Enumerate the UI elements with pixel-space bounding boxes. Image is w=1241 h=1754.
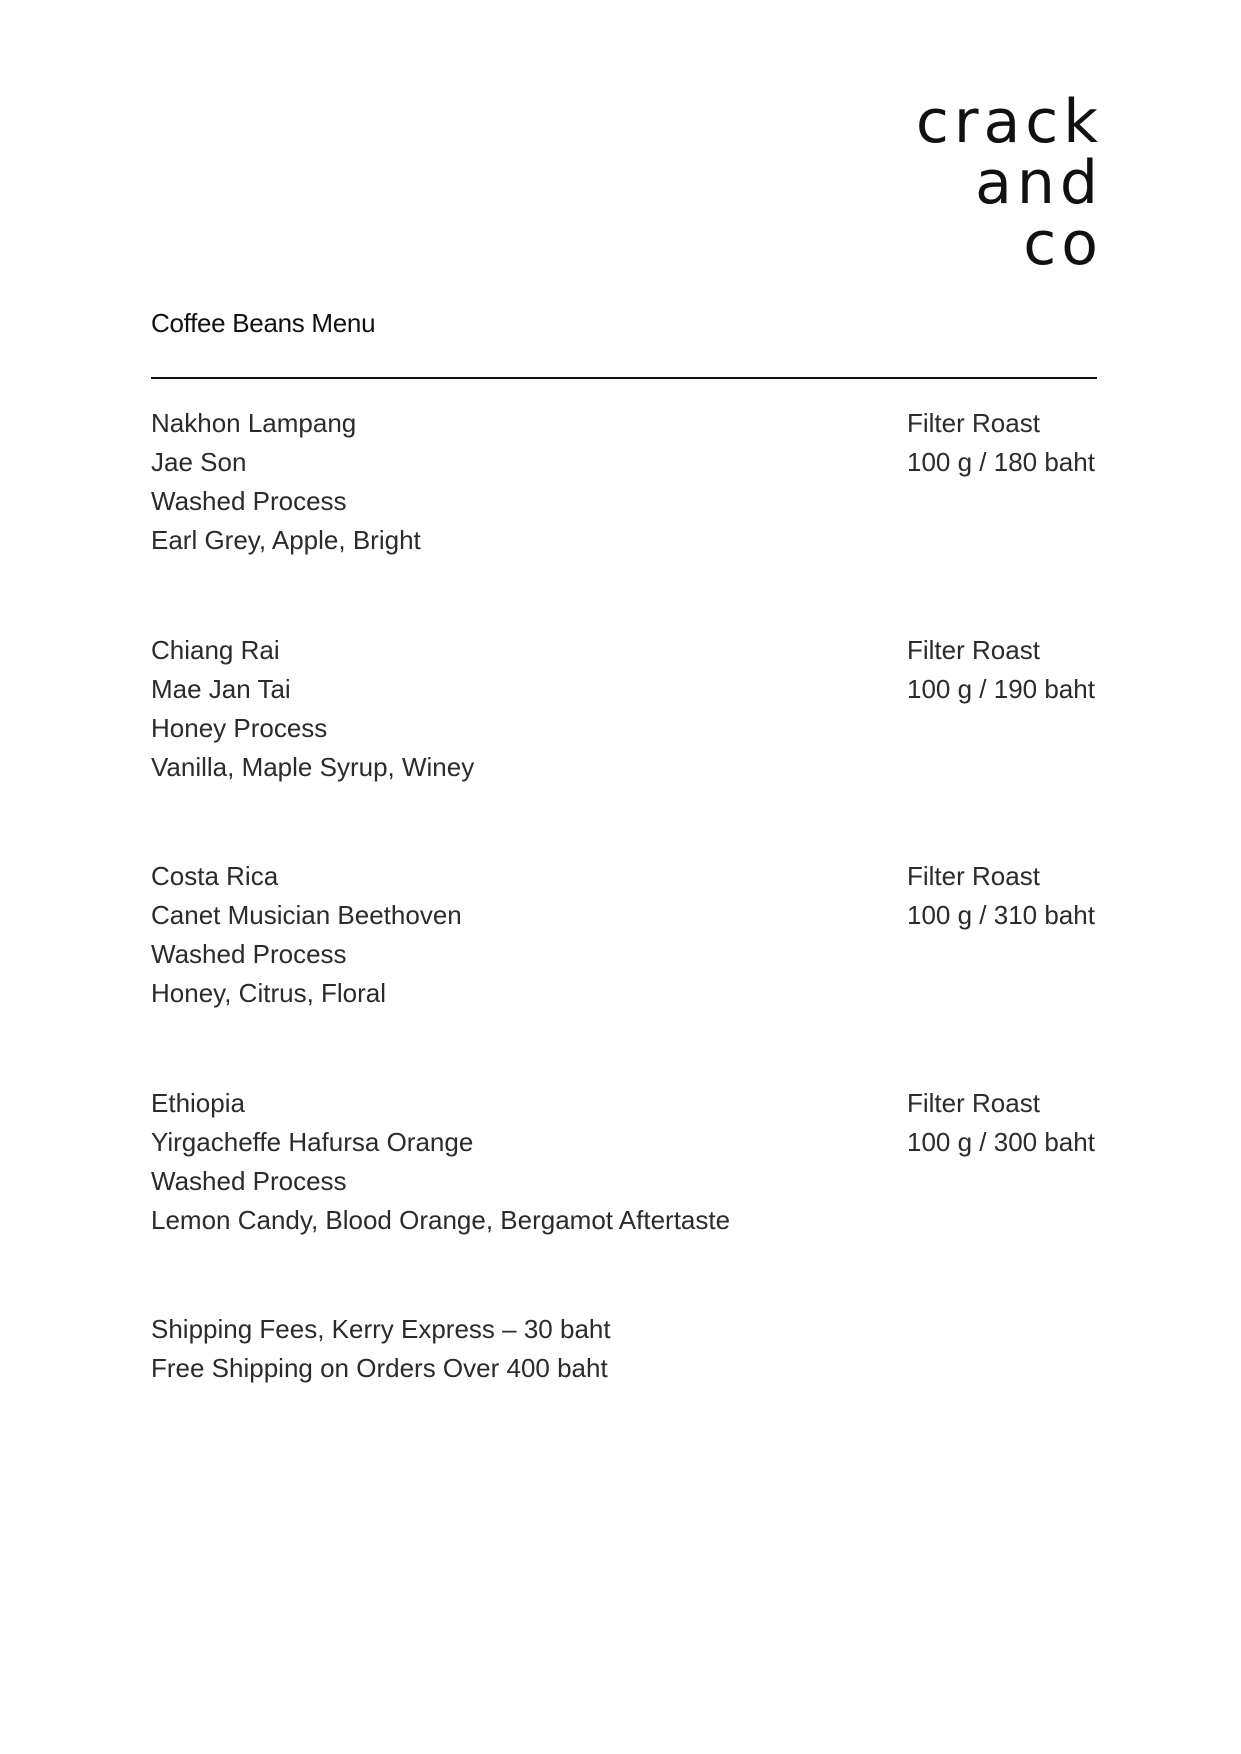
farm-label: Jae Son [151,447,247,477]
menu-item-nakhon-lampang [151,404,1097,564]
menu-item-chiang-rai [151,631,1097,791]
tasting-notes: Lemon Candy, Blood Orange, Bergamot Aftertaste [151,1205,731,1235]
free-shipping-text: Free Shipping on Orders Over 400 baht [151,1353,608,1383]
price-label: 100 g / 180 baht [907,447,1095,477]
origin-label: Ethiopia [151,1088,245,1118]
process-label: Washed Process [151,1166,347,1196]
menu-item-pricing [907,857,1095,935]
menu-item-pricing [907,631,1095,709]
roast-label: Filter Roast [907,635,1040,665]
origin-label: Chiang Rai [151,635,280,665]
page-title: Coffee Beans Menu [151,308,376,338]
menu-item-pricing [907,404,1095,482]
origin-label: Costa Rica [151,861,279,891]
menu-item-ethiopia [151,1084,1097,1244]
roast-label: Filter Roast [907,1088,1040,1118]
process-label: Washed Process [151,939,347,969]
logo-line-co: co [1023,209,1103,279]
price-label: 100 g / 300 baht [907,1127,1095,1157]
logo-line-crack: crack [915,87,1103,157]
origin-label: Nakhon Lampang [151,408,357,438]
tasting-notes: Earl Grey, Apple, Bright [151,525,421,555]
logo-line-and: and [975,148,1103,218]
shipping-info [151,1310,611,1388]
brand-logo [800,87,1103,279]
menu-item-costa-rica [151,857,1097,1017]
price-label: 100 g / 310 baht [907,900,1095,930]
menu-item-details [151,631,474,787]
menu-item-details [151,404,421,560]
roast-label: Filter Roast [907,861,1040,891]
tasting-notes: Honey, Citrus, Floral [151,978,387,1008]
farm-label: Canet Musician Beethoven [151,900,462,930]
price-label: 100 g / 190 baht [907,674,1095,704]
tasting-notes: Vanilla, Maple Syrup, Winey [151,752,475,782]
farm-label: Mae Jan Tai [151,674,291,704]
farm-label: Yirgacheffe Hafursa Orange [151,1127,474,1157]
menu-item-details [151,1084,730,1240]
title-divider [151,377,1097,379]
process-label: Washed Process [151,486,347,516]
menu-item-pricing [907,1084,1095,1162]
shipping-fee-text: Shipping Fees, Kerry Express – 30 baht [151,1314,611,1344]
menu-item-details [151,857,462,1013]
process-label: Honey Process [151,713,328,743]
roast-label: Filter Roast [907,408,1040,438]
